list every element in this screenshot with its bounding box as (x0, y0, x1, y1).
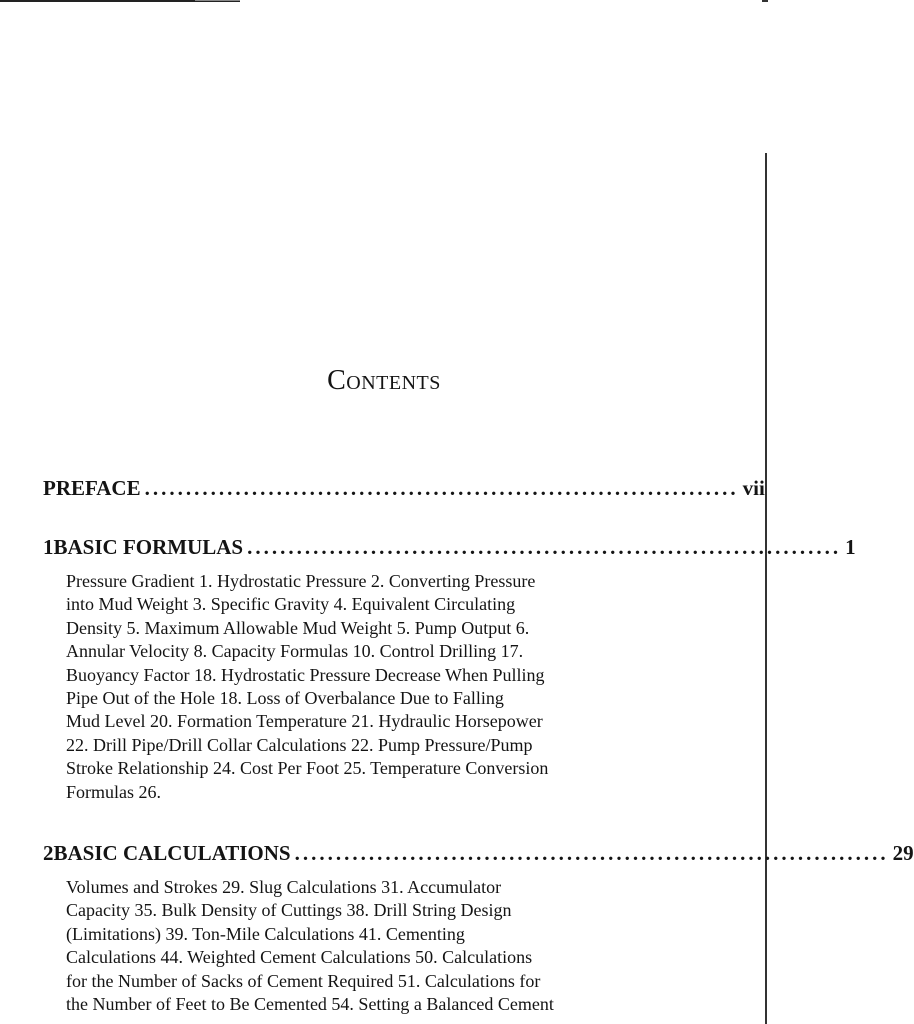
toc-page-number: 1 (845, 535, 856, 559)
toc-topic-line: Pipe Out of the Hole 18. Loss of Overbalance Due to Falling (66, 688, 504, 709)
toc-entry-chapter-1[interactable] (43, 535, 856, 560)
toc-entry-title: PREFACE (43, 476, 141, 500)
toc-page-number: 29 (892, 841, 914, 865)
toc-topic-line: for the Number of Sacks of Cement Required 51. Calculations for (66, 970, 541, 991)
corner-mark (762, 0, 768, 2)
toc-topic-line: Stroke Relationship 24. Cost Per Foot 25. Temperature Conversion (66, 758, 549, 779)
toc-chapter-number: 2 (43, 841, 54, 865)
toc-topic-line: Volumes and Strokes 29. Slug Calculations 31. Accumulator (66, 877, 502, 897)
toc-chapter-number: 1 (43, 535, 54, 559)
page-title: Contents (327, 365, 441, 396)
toc-topic-line: Formulas 26. (66, 781, 162, 802)
toc-entry-chapter-2[interactable] (43, 841, 914, 866)
toc-chapter-1-topics (66, 570, 666, 804)
toc-topic-line: Calculations 44. Weighted Cement Calculations 50. Calculations (66, 947, 533, 968)
top-rule-faint (195, 0, 240, 1)
toc-topic-line: Pressure Gradient 1. Hydrostatic Pressure 2. Converting Pressure (66, 571, 536, 591)
toc-topic-line: Density 5. Maximum Allowable Mud Weight 5. Pump Output 6. (66, 617, 530, 638)
toc-leader-dots: ........................................................................ (144, 476, 739, 500)
toc-topic-line: Mud Level 20. Formation Temperature 21. Hydraulic Horsepower (66, 711, 543, 732)
toc-leader-dots: ........................................................................ (294, 841, 889, 865)
page-edge (765, 153, 767, 1024)
toc-entry-title: BASIC FORMULAS (53, 535, 244, 559)
toc-topic-line: (Limitations) 39. Ton-Mile Calculations 41. Cementing (66, 923, 465, 944)
toc-page-number: vii (742, 476, 765, 500)
toc-topic-line: Buoyancy Factor 18. Hydrostatic Pressure Decrease When Pulling (66, 664, 545, 685)
toc-chapter-2-topics (66, 876, 666, 1016)
toc-topic-line: the Number of Feet to Be Cemented 54. Setting a Balanced Cement (66, 994, 554, 1015)
toc-entry-preface[interactable] (43, 476, 765, 501)
toc-topic-line: into Mud Weight 3. Specific Gravity 4. Equivalent Circulating (66, 594, 516, 615)
toc-topic-line: Capacity 35. Bulk Density of Cuttings 38. Drill String Design (66, 900, 512, 921)
toc-topic-line: 22. Drill Pipe/Drill Collar Calculations 22. Pump Pressure/Pump (66, 734, 533, 755)
toc-leader-dots: ........................................................................ (247, 535, 842, 559)
toc-topic-line: Annular Velocity 8. Capacity Formulas 10. Control Drilling 17. (66, 641, 524, 662)
toc-entry-title: BASIC CALCULATIONS (53, 841, 291, 865)
